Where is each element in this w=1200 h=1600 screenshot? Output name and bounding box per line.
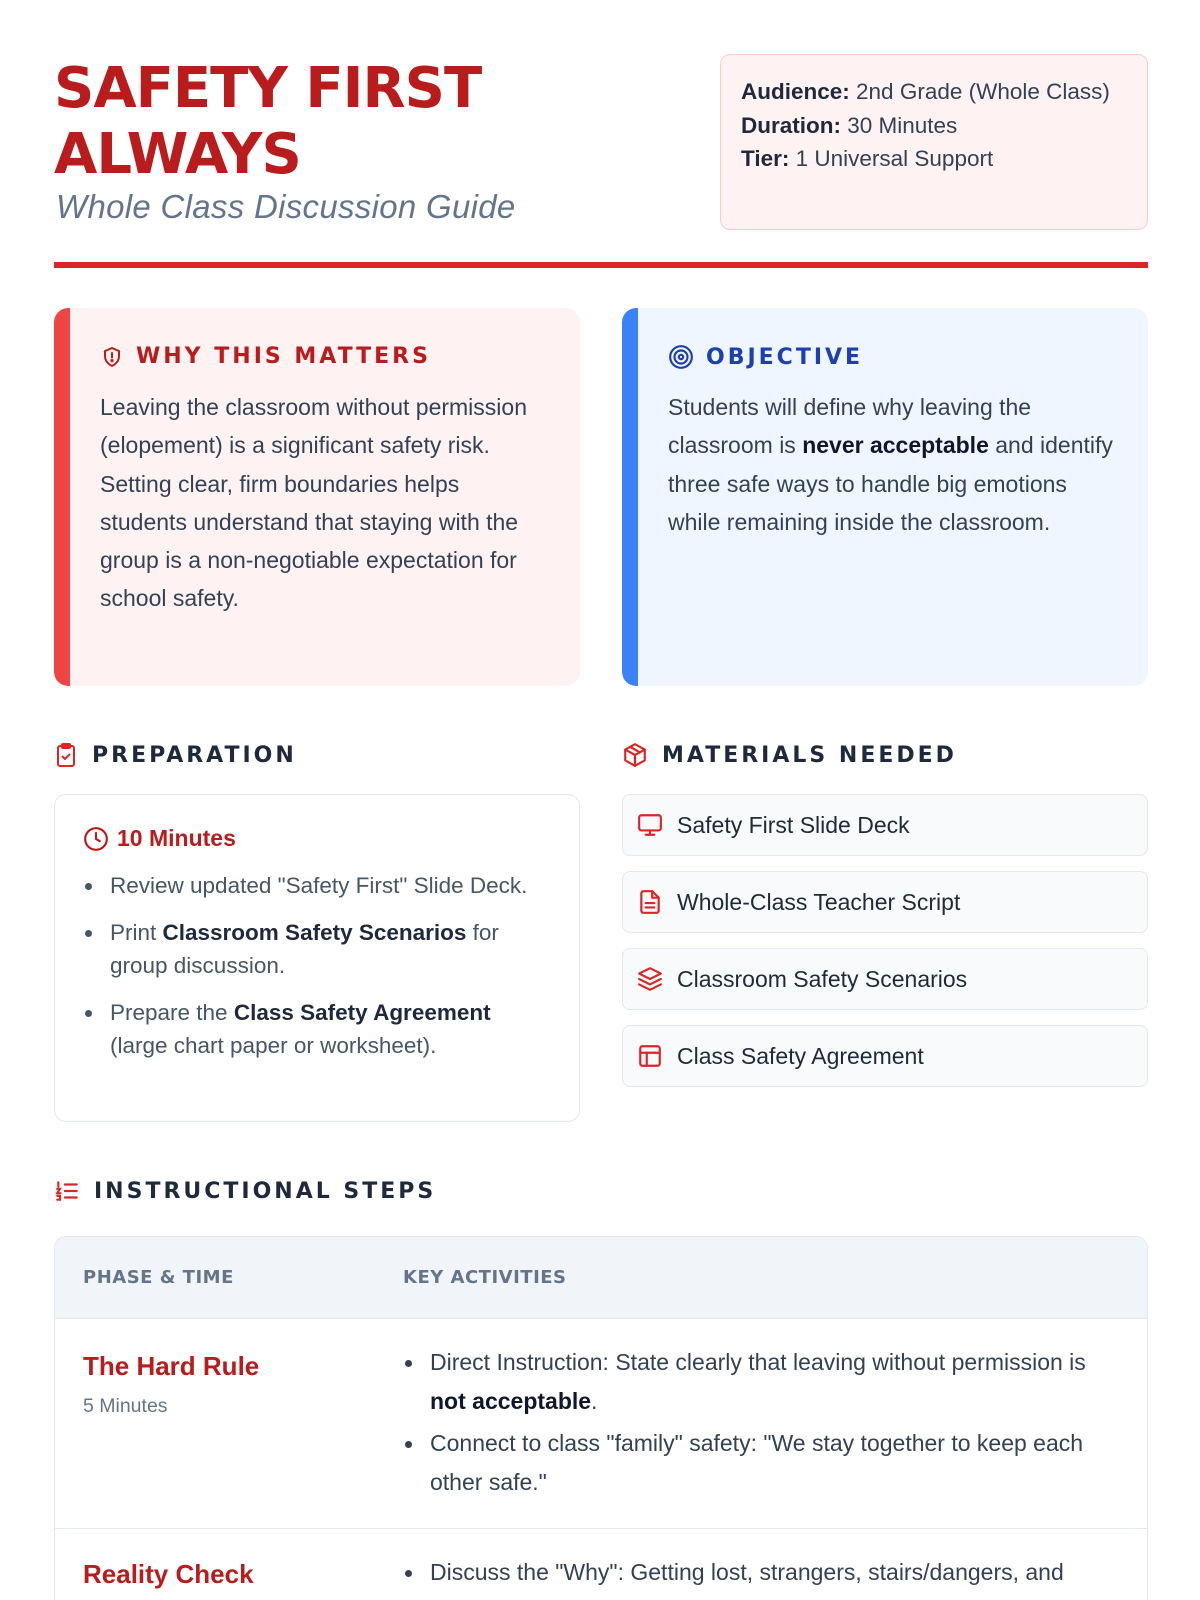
list-ordered-icon: [54, 1178, 80, 1204]
steps-heading-row: [54, 1178, 436, 1204]
table-row: [55, 1319, 1147, 1529]
preparation-time-label: 10 Minutes: [117, 825, 236, 851]
layout-icon: [637, 1043, 663, 1069]
duration-row: [741, 109, 1127, 143]
material-teacher-script: [622, 871, 1148, 933]
activity-text: .: [591, 1387, 598, 1414]
objective-text-bold: never acceptable: [802, 432, 989, 459]
page-header: [54, 52, 1148, 268]
prep-item-text: for group discussion.: [110, 919, 499, 978]
objective-text-2: and identify three safe ways to handle big emotions while remaining inside the classroom.: [668, 432, 1113, 535]
material-safety-agreement: [622, 1025, 1148, 1087]
prep-item-bold: Classroom Safety Scenarios: [162, 919, 467, 945]
header-divider: [54, 262, 1148, 268]
target-icon: [668, 344, 694, 370]
duration-value: 30 Minutes: [847, 112, 958, 138]
activity-text: Discuss the "Why": Getting lost, strangers, stairs/dangers, and: [430, 1559, 1064, 1585]
list-item: [83, 869, 553, 903]
activity-text: Connect to class "family" safety: "We stay together to keep each other safe.": [430, 1430, 1084, 1495]
preparation-heading: PREPARATION: [92, 742, 297, 768]
objective-heading-row: [668, 344, 863, 370]
layers-icon: [637, 966, 663, 992]
objective-card: [622, 308, 1148, 686]
objective-text-1: Students will define why leaving the classroom is: [668, 394, 1032, 459]
monitor-icon: [637, 812, 663, 838]
list-item: [403, 1424, 1125, 1501]
clipboard-check-icon: [54, 742, 78, 768]
why-body: Leaving the classroom without permission (elopement) is a significant safety risk. Setting clear, firm boundaries helps students understand that staying with the group is a non-negotiable expectation for school safety.: [100, 394, 527, 612]
shield-icon: [100, 345, 124, 369]
steps-heading: INSTRUCTIONAL STEPS: [94, 1178, 437, 1204]
material-label: Safety First Slide Deck: [677, 811, 910, 838]
preparation-time: [83, 825, 236, 852]
material-safety-scenarios: [622, 948, 1148, 1010]
prep-item-text: (large chart paper or worksheet).: [110, 1033, 437, 1058]
why-heading-row: [100, 344, 431, 369]
prep-item-text: Print: [110, 919, 163, 945]
phase-time: 5 Minutes: [83, 1395, 168, 1417]
package-icon: [622, 742, 648, 768]
prep-item-text: Prepare the: [110, 999, 234, 1025]
list-item: [403, 1553, 1125, 1592]
prep-item-text: Review updated "Safety First" Slide Deck.: [110, 873, 528, 898]
material-slide-deck: [622, 794, 1148, 856]
tier-label: Tier:: [741, 146, 796, 171]
duration-label: Duration:: [741, 112, 848, 138]
objective-body: [668, 388, 1118, 541]
activity-list: [403, 1343, 1125, 1505]
phase-name: The Hard Rule: [83, 1351, 260, 1381]
tier-value: 1 Universal Support: [795, 146, 994, 171]
material-label: Classroom Safety Scenarios: [677, 965, 968, 992]
phase-name: Reality Check: [83, 1559, 254, 1589]
instructional-steps-table: [54, 1236, 1148, 1600]
title-line-1: SAFETY FIRST: [54, 56, 482, 121]
list-item: [83, 916, 553, 983]
column-header-activities: KEY ACTIVITIES: [403, 1267, 567, 1288]
table-header: [55, 1237, 1147, 1319]
material-label: Class Safety Agreement: [677, 1042, 924, 1069]
materials-heading: MATERIALS NEEDED: [662, 742, 957, 768]
activity-text: Direct Instruction: State clearly that leaving without permission is: [430, 1349, 1086, 1375]
material-label: Whole-Class Teacher Script: [677, 888, 961, 915]
why-heading: WHY THIS MATTERS: [136, 344, 431, 369]
column-header-phase: PHASE & TIME: [83, 1267, 234, 1288]
title-line-2: ALWAYS: [54, 122, 301, 187]
page-title: [54, 56, 654, 188]
audience-row: [741, 75, 1127, 109]
document-icon: [637, 889, 663, 915]
objective-heading: OBJECTIVE: [706, 344, 864, 370]
preparation-heading-row: [54, 742, 297, 768]
preparation-list: [83, 869, 553, 1076]
list-item: [403, 1343, 1125, 1420]
activity-list: [403, 1553, 1125, 1596]
card-accent-bar: [622, 308, 638, 686]
audience-value: 2nd Grade (Whole Class): [856, 79, 1110, 104]
prep-item-bold: Class Safety Agreement: [233, 999, 491, 1025]
activity-bold: not acceptable: [430, 1387, 592, 1414]
preparation-box: [54, 794, 580, 1122]
materials-heading-row: [622, 742, 957, 768]
lesson-meta-box: [720, 54, 1148, 230]
tier-row: [741, 142, 1127, 176]
audience-label: Audience:: [741, 79, 857, 104]
list-item: [83, 996, 553, 1063]
clock-icon: [83, 826, 109, 852]
materials-list: [622, 794, 1148, 1102]
card-accent-bar: [54, 308, 70, 686]
why-this-matters-card: [54, 308, 580, 686]
table-row: [55, 1529, 1147, 1600]
page-subtitle: Whole Class Discussion Guide: [56, 188, 516, 225]
